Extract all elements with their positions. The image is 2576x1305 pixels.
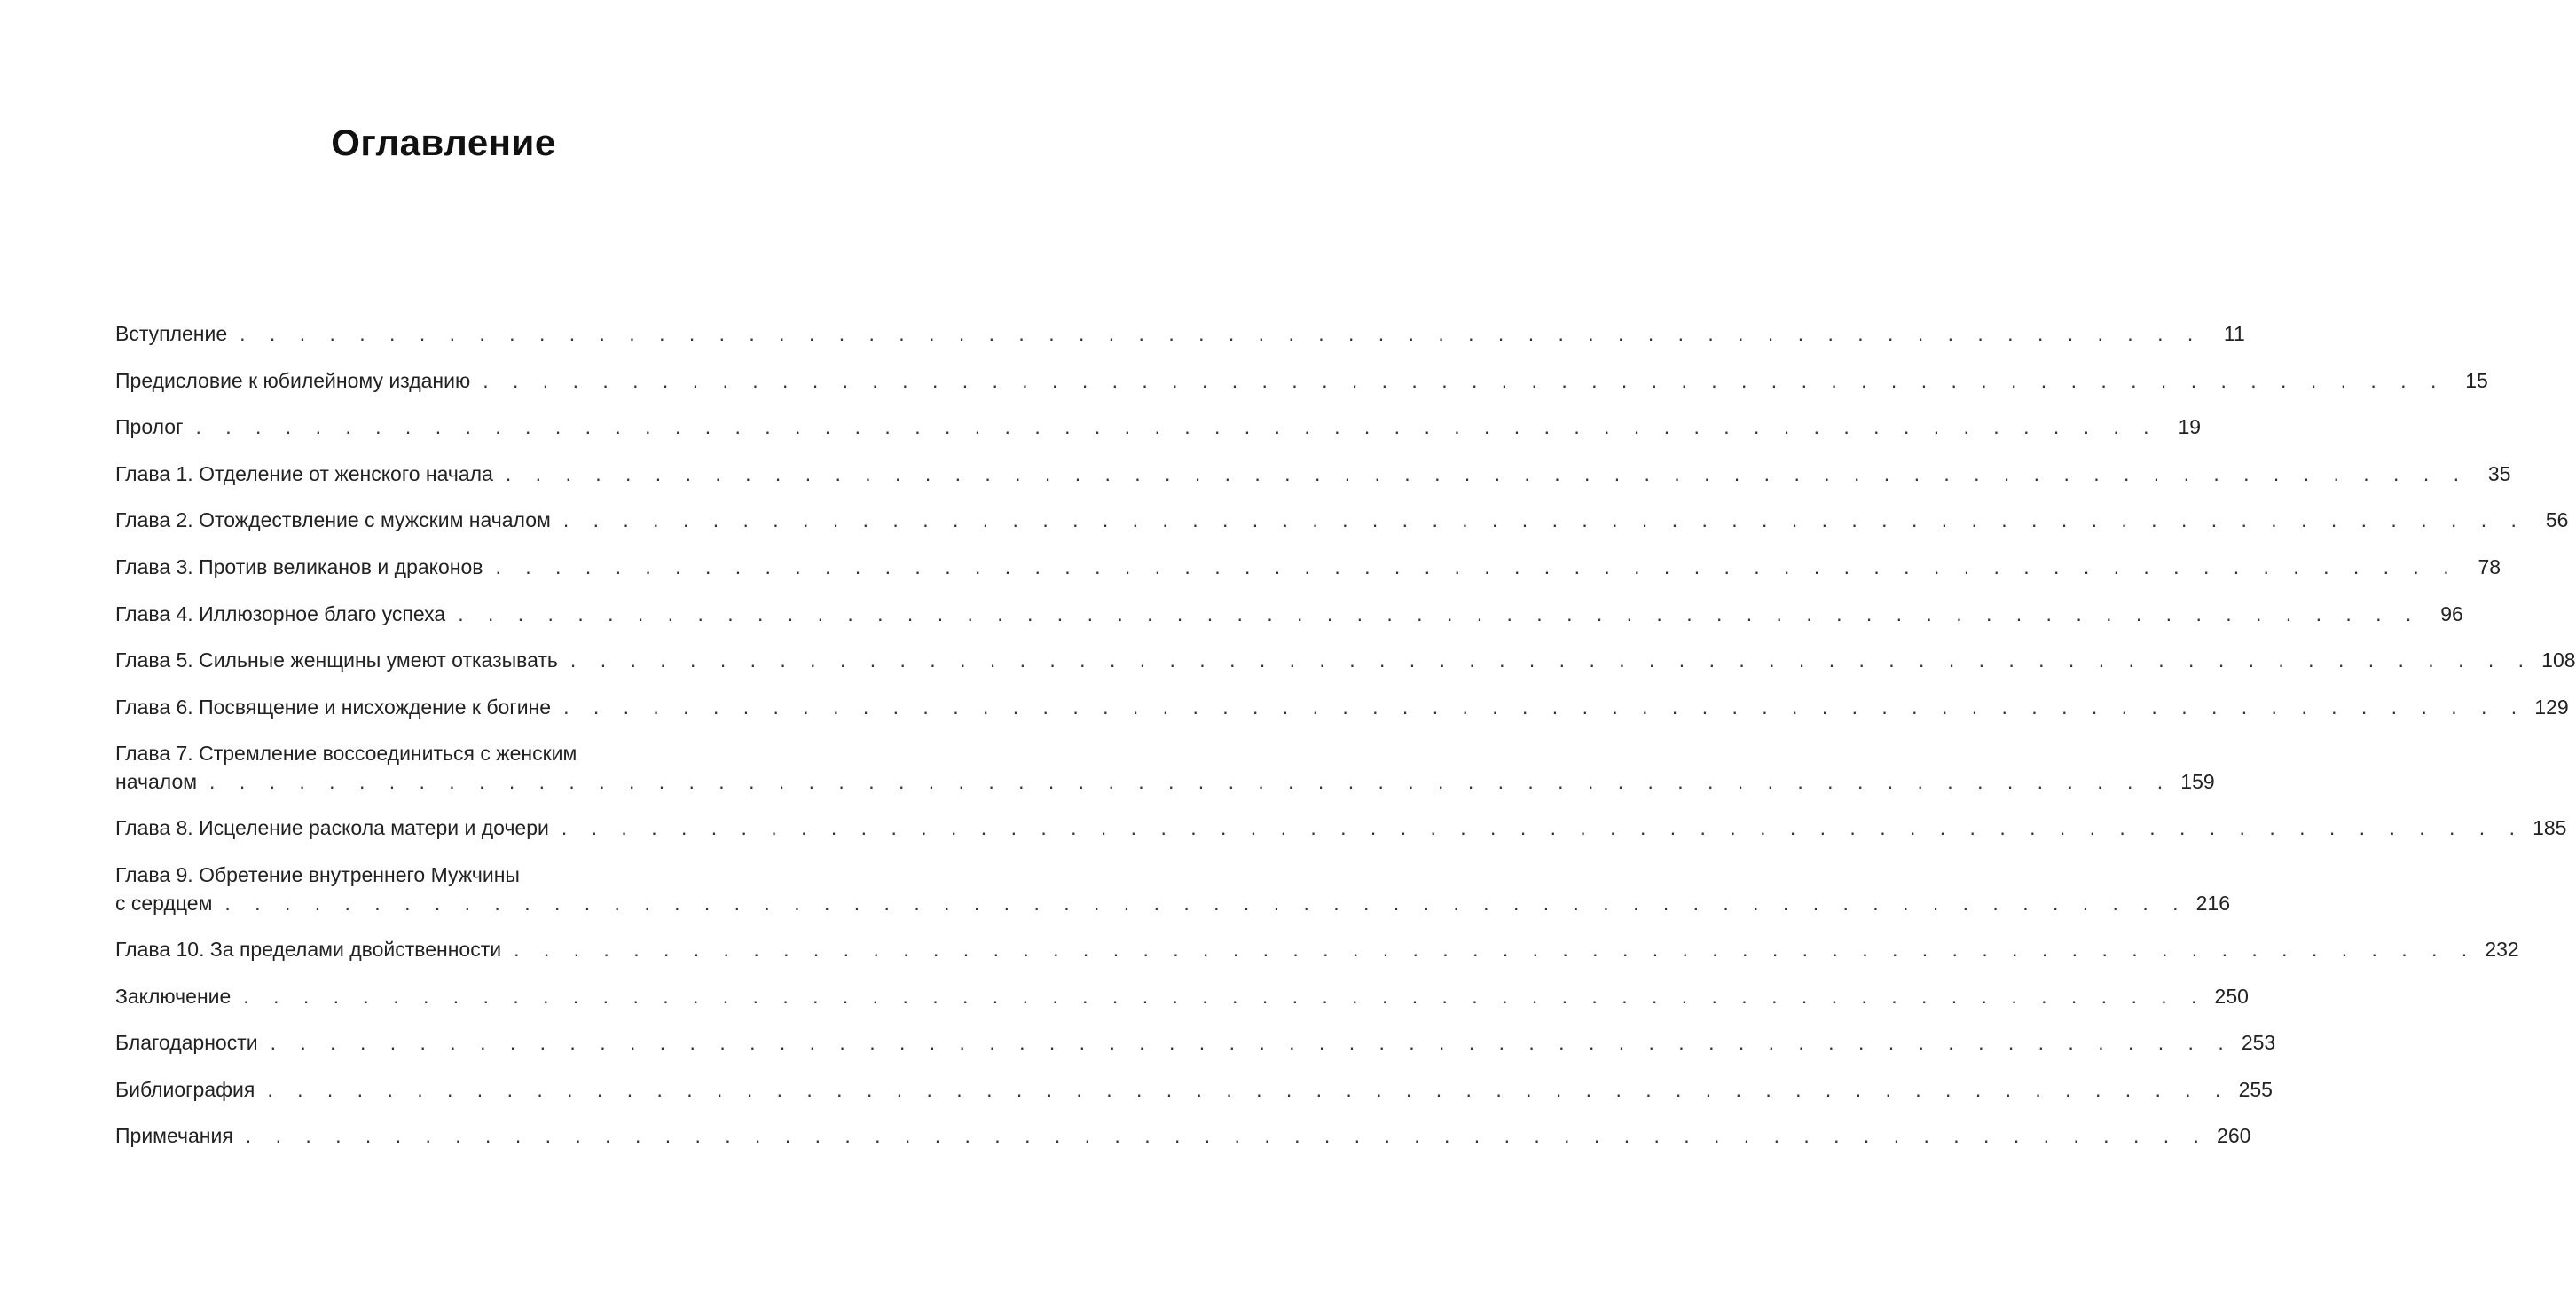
toc-entry-page: 216 bbox=[2195, 891, 2230, 915]
toc-entry-title: Глава 1. Отделение от женского начала bbox=[115, 461, 493, 485]
dot-leader: . . . . . . . . . . . . . . . . . . . . . . . . . . . . . . . . . . . . . . . . . . . . . . . . . . . . . . . . . . . . . . . . . . bbox=[209, 770, 2172, 794]
toc-entry-notes[interactable] bbox=[115, 1121, 2251, 1168]
toc-entry-chapter-2[interactable] bbox=[115, 506, 2569, 553]
dot-leader: . . . . . . . . . . . . . . . . . . . . . . . . . . . . . . . . . . . . . . . . . . . . . . . . . . . . . . . . . . . . . . . . . . bbox=[483, 368, 2446, 392]
dot-leader: . . . . . . . . . . . . . . . . . . . . . . . . . . . . . . . . . . . . . . . . . . . . . . . . . . . . . . . . . . . . . . . . . . bbox=[270, 1031, 2234, 1055]
toc-entry-chapter-1[interactable] bbox=[115, 460, 2511, 507]
toc-entry-title: Глава 6. Посвящение и нисхождение к богине bbox=[115, 695, 552, 719]
toc-entry-title-line2: началом bbox=[115, 770, 198, 794]
toc-entry-title-line2: с сердцем bbox=[115, 891, 213, 915]
toc-entry-prologue[interactable] bbox=[115, 413, 2202, 460]
toc-entry-chapter-5[interactable] bbox=[115, 646, 2576, 693]
toc-entry-title: Заключение bbox=[115, 984, 232, 1008]
dot-leader: . . . . . . . . . . . . . . . . . . . . . . . . . . . . . . . . . . . . . . . . . . . . . . . . . . . . . . . . . . . . . . . . . . bbox=[561, 816, 2525, 840]
toc-entry-page: 78 bbox=[2478, 554, 2501, 578]
toc-entry-page: 159 bbox=[2180, 770, 2215, 794]
table-of-contents bbox=[115, 319, 2576, 1168]
toc-entry-title: Вступление bbox=[115, 322, 228, 345]
toc-entry-page: 108 bbox=[2541, 649, 2576, 672]
toc-entry-title: Глава 5. Сильные женщины умеют отказывать bbox=[115, 649, 558, 672]
dot-leader: . . . . . . . . . . . . . . . . . . . . . . . . . . . . . . . . . . . . . . . . . . . . . . . . . . . . . . . . . . . . . . . . . . bbox=[195, 415, 2159, 439]
toc-entry-title: Примечания bbox=[115, 1124, 233, 1148]
dot-leader: . . . . . . . . . . . . . . . . . . . . . . . . . . . . . . . . . . . . . . . . . . . . . . . . . . . . . . . . . . . . . . . . . . bbox=[267, 1077, 2230, 1101]
toc-entry-title: Глава 3. Против великанов и драконов bbox=[115, 554, 483, 578]
toc-entry-acknowledgements[interactable] bbox=[115, 1028, 2276, 1075]
toc-entry-page: 96 bbox=[2440, 601, 2463, 625]
toc-entry-conclusion[interactable] bbox=[115, 982, 2249, 1029]
dot-leader: . . . . . . . . . . . . . . . . . . . . . . . . . . . . . . . . . . . . . . . . . . . . . . . . . . . . . . . . . . . . . . . . . . bbox=[514, 937, 2477, 961]
dot-leader: . . . . . . . . . . . . . . . . . . . . . . . . . . . . . . . . . . . . . . . . . . . . . . . . . . . . . . . . . . . . . . . . . . bbox=[563, 695, 2526, 719]
toc-entry-title: Благодарности bbox=[115, 1031, 258, 1055]
toc-entry-chapter-8[interactable] bbox=[115, 814, 2567, 861]
toc-entry-title-line1: Глава 9. Обретение внутреннего Мужчины bbox=[115, 862, 520, 886]
toc-entry-page: 129 bbox=[2534, 695, 2569, 719]
toc-entry-page: 250 bbox=[2214, 984, 2249, 1008]
toc-entry-page: 11 bbox=[2223, 322, 2245, 345]
toc-entry-chapter-9[interactable] bbox=[115, 861, 2230, 935]
toc-entry-chapter-4[interactable] bbox=[115, 600, 2463, 647]
dot-leader: . . . . . . . . . . . . . . . . . . . . . . . . . . . . . . . . . . . . . . . . . . . . . . . . . . . . . . . . . . . . . . . . . . bbox=[243, 984, 2206, 1008]
toc-entry-page: 232 bbox=[2485, 937, 2519, 961]
toc-entry-page: 56 bbox=[2545, 508, 2569, 532]
toc-entry-page: 35 bbox=[2487, 461, 2511, 485]
dot-leader: . . . . . . . . . . . . . . . . . . . . . . . . . . . . . . . . . . . . . . . . . . . . . . . . . . . . . . . . . . . . . . . . . . bbox=[505, 461, 2469, 485]
dot-leader: . . . . . . . . . . . . . . . . . . . . . . . . . . . . . . . . . . . . . . . . . . . . . . . . . . . . . . . . . . . . . . . . . . bbox=[569, 649, 2533, 672]
dot-leader: . . . . . . . . . . . . . . . . . . . . . . . . . . . . . . . . . . . . . . . . . . . . . . . . . . . . . . . . . . . . . . . . . . bbox=[245, 1124, 2209, 1148]
toc-entry-title: Глава 2. Отождествление с мужским началом bbox=[115, 508, 551, 532]
toc-entry-preface[interactable] bbox=[115, 366, 2488, 413]
toc-entry-page: 253 bbox=[2241, 1031, 2276, 1055]
toc-entry-page: 260 bbox=[2217, 1124, 2251, 1148]
toc-entry-page: 185 bbox=[2533, 816, 2567, 840]
toc-entry-chapter-7[interactable] bbox=[115, 739, 2215, 814]
toc-entry-title-line1: Глава 7. Стремление воссоединиться с женским bbox=[115, 742, 577, 766]
toc-entry-title: Глава 8. Исцеление раскола матери и дочери bbox=[115, 816, 549, 840]
toc-entry-title: Пролог bbox=[115, 415, 184, 439]
toc-entry-title: Предисловие к юбилейному изданию bbox=[115, 368, 471, 392]
toc-entry-title: Глава 10. За пределами двойственности bbox=[115, 937, 502, 961]
toc-entry-bibliography[interactable] bbox=[115, 1075, 2273, 1122]
toc-entry-chapter-3[interactable] bbox=[115, 553, 2501, 600]
page-title: Оглавление bbox=[331, 122, 556, 163]
toc-entry-title: Глава 4. Иллюзорное благо успеха bbox=[115, 601, 446, 625]
toc-entry-page: 15 bbox=[2465, 368, 2488, 392]
toc-entry-page: 19 bbox=[2178, 415, 2202, 439]
dot-leader: . . . . . . . . . . . . . . . . . . . . . . . . . . . . . . . . . . . . . . . . . . . . . . . . . . . . . . . . . . . . . . . . . . bbox=[495, 554, 2459, 578]
toc-entry-chapter-6[interactable] bbox=[115, 693, 2569, 740]
toc-entry-title: Библиография bbox=[115, 1077, 255, 1101]
dot-leader: . . . . . . . . . . . . . . . . . . . . . . . . . . . . . . . . . . . . . . . . . . . . . . . . . . . . . . . . . . . . . . . . . . bbox=[240, 322, 2203, 345]
dot-leader: . . . . . . . . . . . . . . . . . . . . . . . . . . . . . . . . . . . . . . . . . . . . . . . . . . . . . . . . . . . . . . . . . . bbox=[562, 508, 2526, 532]
dot-leader: . . . . . . . . . . . . . . . . . . . . . . . . . . . . . . . . . . . . . . . . . . . . . . . . . . . . . . . . . . . . . . . . . . bbox=[224, 891, 2187, 915]
toc-entry-page: 255 bbox=[2238, 1077, 2273, 1101]
toc-entry-introduction[interactable] bbox=[115, 319, 2245, 366]
toc-entry-chapter-10[interactable] bbox=[115, 935, 2519, 982]
dot-leader: . . . . . . . . . . . . . . . . . . . . . . . . . . . . . . . . . . . . . . . . . . . . . . . . . . . . . . . . . . . . . . . . . . bbox=[458, 601, 2421, 625]
